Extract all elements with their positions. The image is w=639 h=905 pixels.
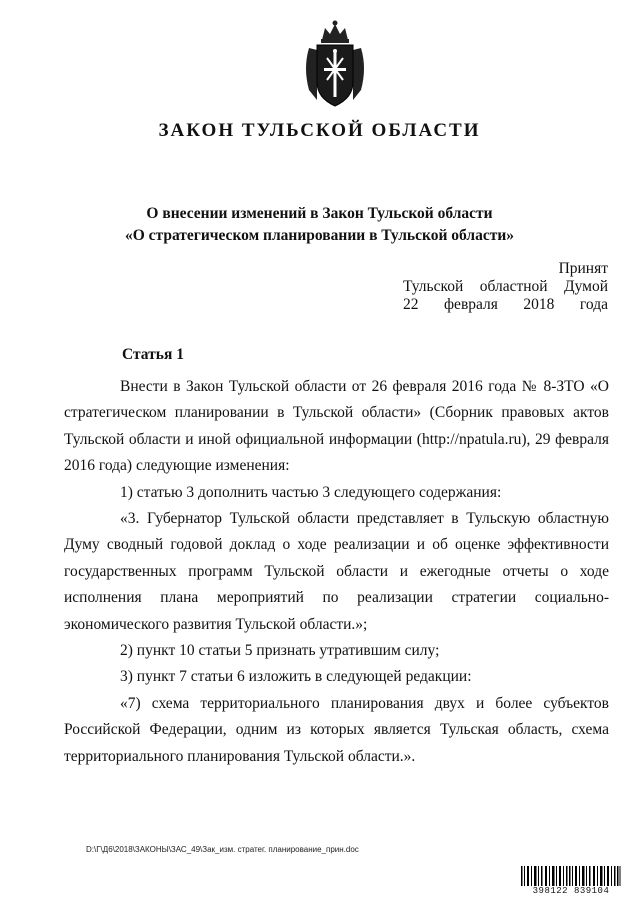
article-paragraph: «3. Губернатор Тульской области представляет в Тульскую областную Думу сводный годовой доклад о ходе реализации и об оценке эффективности государственных программ Тульской области и ежегодные отчеты о ходе исполнения плана мероприятий по реализации стратегии социально-экономического развития Тульской области.»; bbox=[64, 510, 609, 633]
article-body bbox=[64, 374, 609, 770]
barcode-number: 398122 839104 bbox=[521, 886, 621, 896]
article-paragraph: 2) пункт 10 статьи 5 признать утратившим силу; bbox=[120, 642, 440, 660]
law-title: ЗАКОН ТУЛЬСКОЙ ОБЛАСТИ bbox=[158, 120, 481, 141]
law-subject-line: «О стратегическом планировании в Тульской области» bbox=[124, 227, 515, 244]
article-paragraph: «7) схема территориального планирования двух и более субъектов Российской Федерации, одним из которых является Тульская область, схема территориального планирования Тульской области.». bbox=[64, 694, 609, 765]
article-heading: Статья 1 bbox=[122, 346, 184, 363]
adoption-by-word: Тульской bbox=[403, 278, 464, 295]
law-subject bbox=[0, 203, 639, 247]
adoption-by-word: Думой bbox=[564, 278, 608, 295]
adoption-month: февраля bbox=[444, 296, 498, 313]
adoption-date bbox=[403, 296, 608, 314]
law-subject-line: О внесении изменений в Закон Тульской области bbox=[146, 205, 493, 222]
adoption-accepted: Принят bbox=[558, 260, 608, 277]
article-paragraph: 1) статью 3 дополнить частью 3 следующего содержания: bbox=[120, 483, 502, 501]
article-paragraph: Внести в Закон Тульской области от 26 февраля 2016 года № 8-ЗТО «О стратегическом планировании в Тульской области» (Сборник правовых актов Тульской области и иной официальной информации (http://npatula.ru), 29 февраля 2016 года) следующие изменения: bbox=[64, 378, 609, 475]
coat-of-arms-icon bbox=[297, 18, 373, 110]
adoption-day: 22 bbox=[403, 296, 419, 313]
adoption-block bbox=[403, 260, 608, 314]
adoption-year-word: года bbox=[579, 296, 608, 313]
adoption-by bbox=[403, 278, 608, 296]
adoption-year: 2018 bbox=[523, 296, 555, 313]
article-paragraph: 3) пункт 7 статьи 6 изложить в следующей редакции: bbox=[120, 668, 472, 686]
file-path: D:\Г\Д6\2018\ЗАКОНЫ\ЗАС_49\Зак_изм. стратег. планирование_прин.doc bbox=[86, 845, 359, 854]
adoption-by-word: областной bbox=[479, 278, 548, 295]
